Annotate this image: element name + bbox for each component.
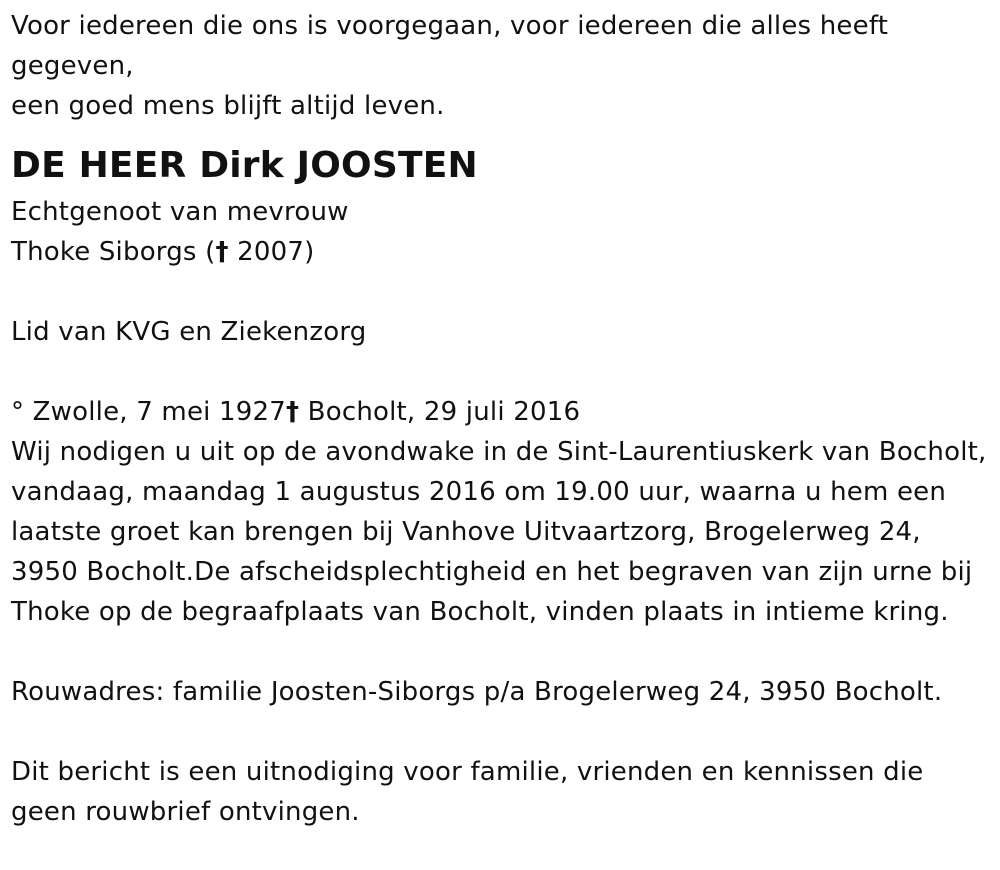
service-line: 3950 Bocholt.De afscheidsplechtigheid en het begraven van zijn urne bij (11, 557, 973, 587)
service-line: Wij nodigen u uit op de avondwake in de Sint-Laurentiuskerk van Bocholt, (11, 437, 987, 467)
poem-line: gegeven, (11, 51, 134, 81)
birth-death-line (11, 392, 986, 432)
deceased-name (11, 140, 986, 192)
spouse-name-line: Thoke Siborgs († 2007) (11, 237, 315, 267)
given-name: Dirk (199, 145, 297, 186)
service-line: laatste groet kan brengen bij Vanhove Uitvaartzorg, Brogelerweg 24, (11, 517, 921, 547)
poem-line: Voor iedereen die ons is voorgegaan, voor iedereen die alles heeft (11, 11, 889, 41)
poem-line: een goed mens blijft altijd leven. (11, 91, 445, 121)
service-line: vandaag, maandag 1 augustus 2016 om 19.00 uur, waarna u hem een (11, 477, 947, 507)
spouse-line: Echtgenoot van mevrouw (11, 197, 349, 227)
closing-line: geen rouwbrief ontvingen. (11, 797, 360, 827)
membership: Lid van KVG en Ziekenzorg (11, 317, 367, 347)
closing-line: Dit bericht is een uitnodiging voor familie, vrienden en kennissen die (11, 757, 924, 787)
mourning-address: Rouwadres: familie Joosten-Siborgs p/a Brogelerweg 24, 3950 Bocholt. (11, 677, 943, 707)
birth-info: ° Zwolle, 7 mei 1927 (11, 397, 287, 427)
surname: JOOSTEN (296, 145, 478, 186)
cross-icon: † (286, 397, 300, 427)
cross-icon: † (215, 237, 229, 267)
name-title: DE HEER (11, 145, 200, 186)
service-invitation (11, 432, 986, 632)
closing-note (11, 752, 986, 832)
death-info: Bocholt, 29 juli 2016 (299, 397, 581, 427)
service-line: Thoke op de begraafplaats van Bocholt, vinden plaats in intieme kring. (11, 597, 949, 627)
memorial-poem (11, 6, 986, 126)
